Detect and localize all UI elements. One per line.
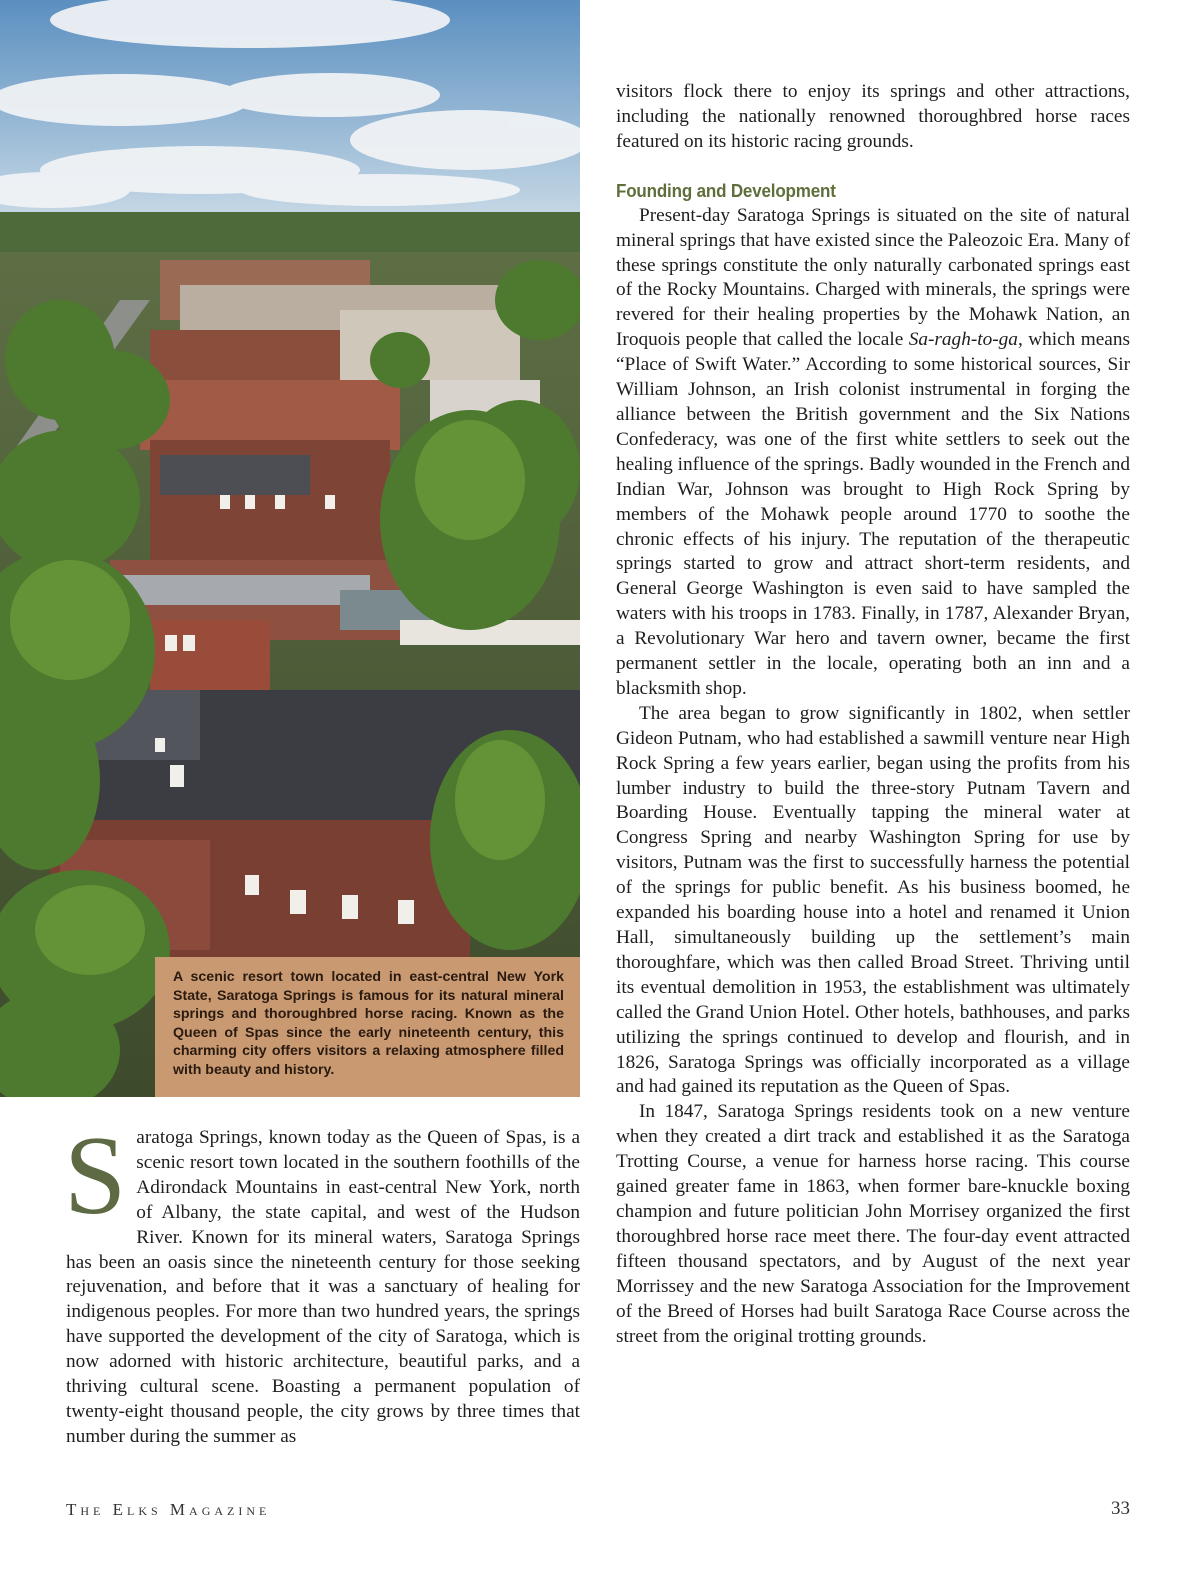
article-intro-text: aratoga Springs, known today as the Queen of Spas, is a scenic resort town located in the southern foothills of the Adirondack Mountains in east-central New York, north of Albany, the state capital, and west of the Hudson River. Known for its mineral waters, Saratoga Springs has been an oasis since the nineteenth century for those seeking rejuvenation, and before that it was a sanctuary of healing for indigenous peoples. For more than two hundred years, the springs have supported the development of the city of Saratoga, which is now adorned with historic architecture, beautiful parks, and a thriving cultural scene. Boasting a permanent population of twenty-eight thousand people, the city grows by three times that number during the summer as — [66, 1127, 580, 1447]
photo-illustration — [0, 0, 580, 1097]
article-column-right — [616, 80, 1130, 1349]
page-number: 33 — [1111, 1498, 1130, 1519]
magazine-title-footer: The Elks Magazine — [66, 1500, 271, 1519]
paragraph-1-text-a: Present-day Saratoga Springs is situated on the site of natural mineral springs that have existed since the Paleozoic Era. Many of these springs constitute the only naturally carbonated springs east of the Rocky Mountains. Charged with minerals, the springs were revered for their healing properties by the Mohawk Nation, an Iroquois people that called the locale — [616, 204, 1130, 351]
article-paragraph-2: The area began to grow significantly in 1802, when settler Gideon Putnam, who had established a sawmill venture near High Rock Spring a few years earlier, began using the profits from his lumber industry to build the three-story Putnam Tavern and Boarding House. Eventually tapping the mineral water at Congress Spring and nearby Washington Spring for use by visitors, Putnam was the first to successfully harness the potential of the springs for public benefit. As his business boomed, he expanded his boarding house into a hotel and renamed it Union Hall, simultaneously building up the settlement’s main thoroughfare, which was then called Broad Street. Thriving until its eventual demolition in 1953, the establishment was ultimately called the Grand Union Hotel. Other hotels, bathhouses, and parks utilizing the springs continued to develop and flourish, and in 1826, Saratoga Springs was officially incorporated as a village and had gained its reputation as the Queen of Spas. — [616, 702, 1130, 1098]
photo-caption-box — [155, 957, 580, 1097]
article-intro-paragraph — [64, 1114, 580, 1450]
aerial-town-photo — [0, 0, 580, 1097]
paragraph-1-italic-term: Sa-ragh-to-ga — [908, 329, 1018, 351]
article-paragraph-3: In 1847, Saratoga Springs residents took on a new venture when they created a dirt track and established it as the Saratoga Trotting Course, a venue for harness horse racing. This course gained greater fame in 1863, when former bare-knuckle boxing champion and future politician John Morrisey organized the first thoroughbred horse race meet there. The four-day event attracted fifteen thousand spectators, and by August of the next year Morrissey and the new Saratoga Association for the Improvement of the Breed of Horses had built Saratoga Race Course across the street from the original trotting grounds. — [616, 1101, 1130, 1347]
article-paragraph-1 — [616, 204, 1130, 702]
article-intro-continued: visitors flock there to enjoy its springs and other attractions, including the nationally renowned thoroughbred horse races featured on its historic racing grounds. — [616, 81, 1130, 152]
section-heading: Founding and Development — [616, 179, 836, 201]
drop-cap: S — [64, 1114, 127, 1238]
article-column-left — [64, 1114, 580, 1450]
photo-caption: A scenic resort town located in east-central New York State, Saratoga Springs is famous for its natural mineral springs and thoroughbred horse racing. Known as the Queen of Spas since the early nineteenth century, this charming city offers visitors a relaxing atmosphere filled with beauty and history. — [173, 969, 564, 1078]
paragraph-1-text-b: , which means “Place of Swift Water.” According to some historical sources, Sir William Johnson, an Irish colonist instrumental in forging the alliance between the British government and the Six Nations Confederacy, was one of the first white settlers to seek out the healing influence of the springs. Badly wounded in the French and Indian War, Johnson was brought to High Rock Spring by members of the Mohawk people around 1770 to soothe the chronic effects of his injury. The reputation of the therapeutic springs started to grow and attract short-term residents, and General George Washington is even said to have sampled the waters with his troops in 1783. Finally, in 1787, Alexander Bryan, a Revolutionary War hero and tavern owner, became the first permanent settler in the locale, operating both an inn and a blacksmith shop. — [616, 329, 1130, 699]
